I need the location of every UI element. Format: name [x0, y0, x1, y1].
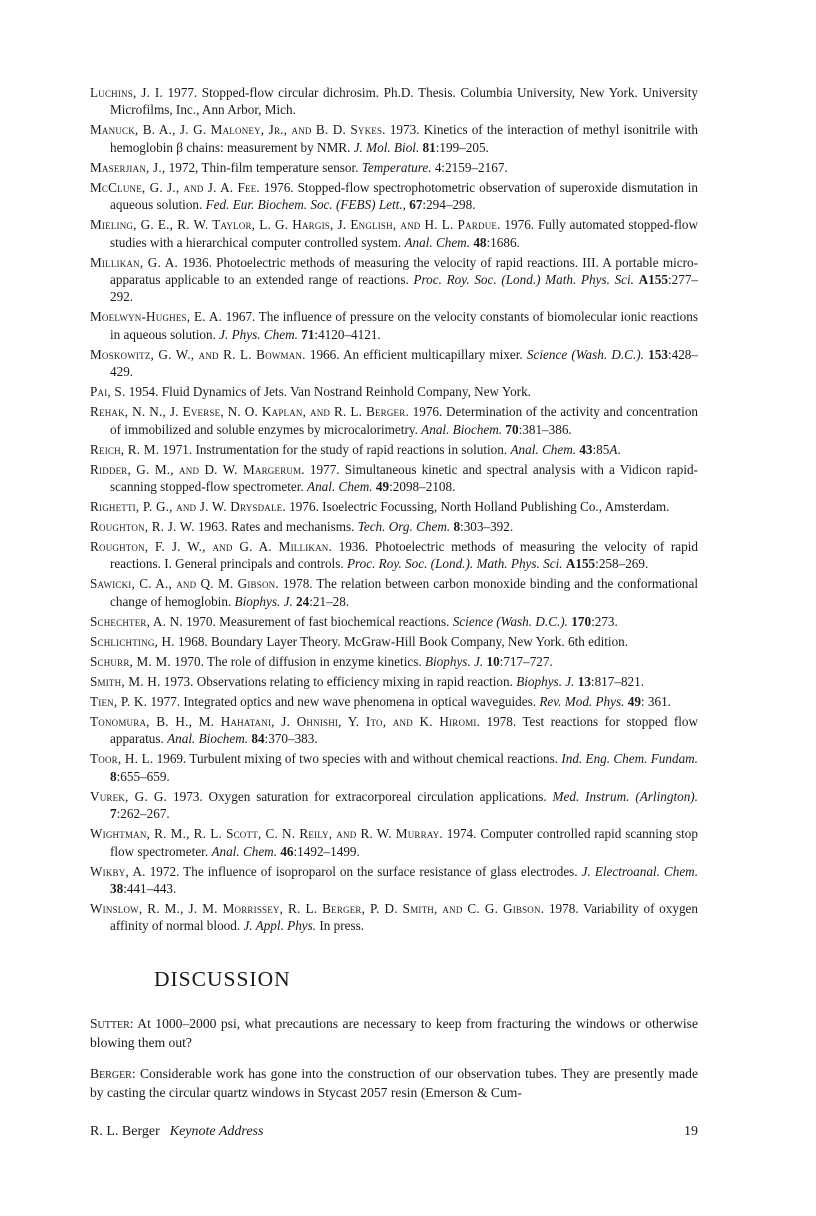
volume-number: 8	[110, 768, 117, 784]
reference-text: 1963. Rates and mechanisms.	[194, 519, 358, 535]
reference-text: 1977. Simultaneous kinetic and spectral analysis with a Vidicon rapid-scanning stopped-flow spectrometer.	[110, 461, 698, 495]
reference-text: 1971. Instrumentation for the study of rapid reactions in solution.	[159, 441, 511, 457]
reference-entry	[90, 538, 698, 573]
reference-text: : 361.	[640, 693, 671, 709]
reference-authors: Winslow, R. M., J. M. Morrissey, R. L. Berger, P. D. Smith, and C. G. Gibson.	[90, 900, 545, 916]
reference-entry	[90, 863, 698, 898]
volume-number: 38	[110, 880, 124, 896]
reference-text: :85	[592, 441, 610, 457]
reference-authors: Mieling, G. E., R. W. Taylor, L. G. Hargis, J. English, and H. L. Pardue.	[90, 217, 501, 233]
reference-text: 1973. Observations relating to efficiency mixing in rapid reaction.	[160, 673, 517, 689]
reference-text: :4120–4121.	[314, 326, 381, 342]
reference-text: In press.	[316, 918, 365, 934]
reference-text: 1977. Integrated optics and new wave phenomena in optical waveguides.	[147, 693, 540, 709]
reference-authors: Millikan, G. A.	[90, 254, 178, 270]
journal-title: Anal. Chem.	[404, 234, 471, 250]
volume-number: 8	[453, 519, 461, 535]
reference-text: 1977. Stopped-flow circular dichrosim. Ph.D. Thesis. Columbia University, New York. University Microfilms, Inc., Ann Arbor, Mich.	[110, 85, 698, 118]
reference-text: :655–659.	[116, 768, 170, 784]
volume-number: 84	[251, 731, 265, 747]
reference-text: 1972, Thin-film temperature sensor.	[165, 159, 362, 175]
reference-authors: Moelwyn-Hughes, E. A.	[90, 309, 223, 325]
journal-title: Proc. Roy. Soc. (Lond.) Math. Phys. Sci.	[413, 272, 634, 288]
reference-text: 1972. The influence of isoproparol on the surface resistance of glass electrodes.	[145, 863, 582, 879]
reference-entry	[90, 254, 698, 306]
reference-authors: Schlichting, H.	[90, 633, 175, 649]
reference-text: 1968. Boundary Layer Theory. McGraw-Hill Book Company, New York. 6th edition.	[174, 633, 629, 649]
reference-entry	[90, 613, 698, 630]
discussion-heading: DISCUSSION	[154, 967, 291, 991]
reference-entry	[90, 653, 698, 670]
reference-authors: Smith, M. H.	[90, 673, 161, 689]
journal-title: Temperature.	[361, 159, 432, 175]
reference-entry	[90, 713, 698, 748]
reference-text: 1966. An efficient multicapillary mixer.	[305, 346, 527, 362]
reference-text: .	[617, 441, 621, 457]
reference-entry	[90, 383, 698, 400]
reference-authors: Moskowitz, G. W., and R. L. Bowman.	[90, 346, 306, 362]
volume-number: 43	[579, 441, 593, 457]
reference-authors: Wightman, R. M., R. L. Scott, C. N. Reily, and R. W. Murray.	[90, 826, 443, 842]
reference-authors: Wikby, A.	[90, 863, 146, 879]
journal-title: Anal. Biochem.	[421, 421, 503, 437]
reference-text: 1970. The role of diffusion in enzyme kinetics.	[170, 653, 425, 669]
reference-entry	[90, 441, 698, 458]
reference-text: 1936. Photoelectric methods of measuring the velocity of rapid reactions. I. General principals and controls.	[110, 539, 698, 572]
journal-title: Ind. Eng. Chem. Fundam.	[561, 751, 698, 767]
reference-text: :1686.	[486, 234, 520, 250]
reference-authors: Vurek, G. G.	[90, 788, 168, 804]
reference-authors: Tonomura, B. H., M. Hahatani, J. Ohnishi, Y. Ito, and K. Hiromi.	[90, 713, 481, 729]
reference-authors: Schechter, A. N.	[90, 613, 183, 629]
footer-section: Keynote Address	[169, 1124, 264, 1139]
volume-number: 71	[301, 326, 315, 342]
reference-entry	[90, 346, 698, 381]
reference-text: :262–267.	[116, 806, 170, 822]
volume-number: 10	[486, 653, 500, 669]
journal-title: J. Appl. Phys.	[243, 918, 317, 934]
reference-text: :258–269.	[595, 556, 649, 572]
reference-authors: Toor, H. L.	[90, 751, 154, 767]
journal-title: Tech. Org. Chem.	[357, 519, 451, 535]
page-number: 19	[684, 1124, 698, 1139]
reference-text: :2098–2108.	[389, 479, 456, 495]
reference-text: :381–386.	[518, 421, 572, 437]
reference-text: :817–821.	[590, 673, 645, 689]
reference-entry	[90, 825, 698, 860]
reference-authors: Reich, R. M.	[90, 441, 160, 457]
journal-title: J. Mol. Biol.	[353, 139, 420, 155]
speaker-name: Sutter:	[90, 1016, 134, 1031]
volume-number: 153	[648, 346, 668, 362]
reference-text: 1976. Determination of the activity and concentration of immobilized and soluble enzymes by microcalorimetry.	[110, 404, 699, 437]
page-footer	[90, 1124, 698, 1140]
discussion-text: At 1000–2000 psi, what precautions are necessary to keep from fracturing the windows or otherwise blowing them out?	[90, 1016, 698, 1050]
reference-authors: Roughton, F. J. W., and G. A. Millikan.	[90, 539, 332, 555]
reference-entry	[90, 900, 698, 935]
reference-authors: Luchins, J. I.	[90, 85, 163, 100]
volume-number: 48	[473, 234, 487, 250]
reference-authors: Pai, S.	[90, 384, 126, 400]
reference-text: 1936. Photoelectric methods of measuring the velocity of rapid reactions. III. A portable micro-apparatus applicable to an extended range of reactions.	[110, 254, 698, 288]
volume-number: 24	[296, 593, 310, 609]
journal-title: Biophys. J.	[516, 673, 575, 689]
reference-entry	[90, 403, 698, 438]
journal-title: Biophys. J.	[234, 593, 293, 609]
journal-title: Science (Wash. D.C.).	[526, 346, 644, 362]
journal-title: Med. Instrum. (Arlington).	[552, 788, 698, 804]
journal-title: J. Electroanal. Chem.	[581, 863, 698, 879]
reference-text: 1970. Measurement of fast biochemical reactions.	[182, 613, 453, 629]
reference-text: :428–429.	[110, 346, 698, 380]
volume-number: 7	[110, 806, 117, 822]
running-footer	[90, 1124, 263, 1140]
volume-number: 46	[280, 843, 294, 859]
reference-text: 1974. Computer controlled rapid scanning stop flow spectrometer.	[110, 826, 698, 859]
journal-title: Anal. Biochem.	[167, 731, 249, 747]
reference-entry	[90, 498, 698, 515]
reference-text: :441–443.	[123, 880, 177, 896]
reference-text: :277–292.	[110, 272, 699, 305]
discussion-body	[90, 1014, 698, 1114]
reference-text: :273.	[591, 613, 618, 629]
reference-entry	[90, 159, 698, 176]
reference-text: 1976. Fully automated stopped-flow studies with a hierarchical computer controlled system.	[110, 217, 698, 250]
reference-text: :370–383.	[264, 731, 318, 747]
volume-number: 70	[505, 421, 519, 437]
reference-entry	[90, 575, 698, 610]
reference-text: 1978. The relation between carbon monoxide binding and the conformational change of hemoglobin.	[110, 576, 699, 609]
footer-author: R. L. Berger	[90, 1124, 160, 1139]
journal-title: Anal. Chem.	[510, 441, 577, 457]
discussion-paragraph	[90, 1064, 698, 1102]
journal-title: Science (Wash. D.C.).	[452, 613, 568, 629]
reference-text: :717–727.	[499, 653, 553, 669]
volume-number: 67	[409, 197, 423, 213]
reference-authors: Righetti, P. G., and J. W. Drysdale.	[90, 499, 286, 515]
journal-title: Rev. Mod. Phys.	[539, 693, 625, 709]
reference-list	[90, 84, 698, 937]
reference-text: 1978. Test reactions for stopped flow apparatus.	[110, 713, 698, 747]
reference-text: 1967. The influence of pressure on the velocity constants of biomolecular ionic reactions in aqueous solution.	[110, 309, 698, 342]
reference-entry	[90, 121, 698, 156]
journal-title: Biophys. J.	[424, 653, 484, 669]
volume-number: A155	[638, 272, 668, 288]
discussion-text: Considerable work has gone into the construction of our observation tubes. They are presently made by casting the circular quartz windows in Stycast 2057 resin (Emerson & Cum-	[90, 1066, 698, 1100]
reference-text: :1492–1499.	[293, 843, 360, 859]
journal-title: Proc. Roy. Soc. (Lond.). Math. Phys. Sci.	[346, 556, 563, 572]
journal-title: Anal. Chem.	[211, 843, 278, 859]
reference-text: 1969. Turbulent mixing of two species with and without chemical reactions.	[153, 751, 562, 767]
reference-text: 1978. Variability of oxygen affinity of normal blood.	[110, 900, 698, 934]
reference-entry	[90, 216, 698, 251]
volume-number: A155	[565, 556, 596, 572]
reference-text: 1976. Stopped-flow spectrophotometric observation of superoxide dismutation in aqueous solution.	[110, 179, 698, 213]
volume-number: 81	[422, 139, 436, 155]
reference-text: 4:2159–2167.	[431, 159, 508, 175]
journal-title: J. Phys. Chem.	[219, 326, 298, 342]
reference-entry	[90, 518, 698, 535]
reference-text: 1973. Kinetics of the interaction of methyl isonitrile with hemoglobin β chains: measurement by NMR.	[110, 122, 698, 155]
reference-authors: Tien, P. K.	[90, 693, 148, 709]
volume-number: 49	[375, 479, 390, 495]
journal-title: Fed. Eur. Biochem. Soc. (FEBS) Lett.,	[205, 197, 406, 213]
discussion-paragraph	[90, 1014, 698, 1052]
reference-entry	[90, 461, 698, 496]
reference-text: 1954. Fluid Dynamics of Jets. Van Nostrand Reinhold Company, New York.	[125, 384, 531, 400]
reference-authors: Ridder, G. M., and D. W. Margerum.	[90, 461, 305, 477]
reference-entry	[90, 750, 698, 785]
reference-text: :294–298.	[422, 197, 476, 213]
reference-authors: Rehak, N. N., J. Everse, N. O. Kaplan, and R. L. Berger.	[90, 404, 409, 420]
reference-text: :303–392.	[460, 519, 514, 535]
reference-entry	[90, 179, 698, 214]
reference-authors: Manuck, B. A., J. G. Maloney, Jr., and B. D. Sykes.	[90, 122, 386, 138]
volume-number: 13	[577, 673, 591, 689]
reference-authors: McClune, G. J., and J. A. Fee.	[90, 179, 260, 195]
reference-text: :21–28.	[309, 593, 350, 609]
reference-entry	[90, 84, 698, 119]
volume-number: 170	[571, 613, 592, 629]
reference-authors: Roughton, R. J. W.	[90, 519, 195, 535]
reference-text: :199–205.	[435, 139, 489, 155]
reference-entry	[90, 308, 698, 343]
journal-title: Anal. Chem.	[307, 479, 373, 495]
speaker-name: Berger:	[90, 1066, 136, 1081]
reference-authors: Sawicki, C. A., and Q. M. Gibson.	[90, 576, 279, 592]
reference-entry	[90, 633, 698, 650]
reference-text: 1976. Isoelectric Focussing, North Holland Publishing Co., Amsterdam.	[285, 499, 670, 515]
reference-text: 1973. Oxygen saturation for extracorporeal circulation applications.	[167, 788, 553, 804]
volume-number: 49	[627, 693, 641, 709]
reference-entry	[90, 693, 698, 710]
reference-authors: Schurr, M. M.	[90, 653, 171, 669]
reference-entry	[90, 788, 698, 823]
reference-authors: Maserjian, J.,	[90, 159, 166, 175]
journal-title: A	[609, 441, 618, 457]
reference-entry	[90, 673, 698, 690]
